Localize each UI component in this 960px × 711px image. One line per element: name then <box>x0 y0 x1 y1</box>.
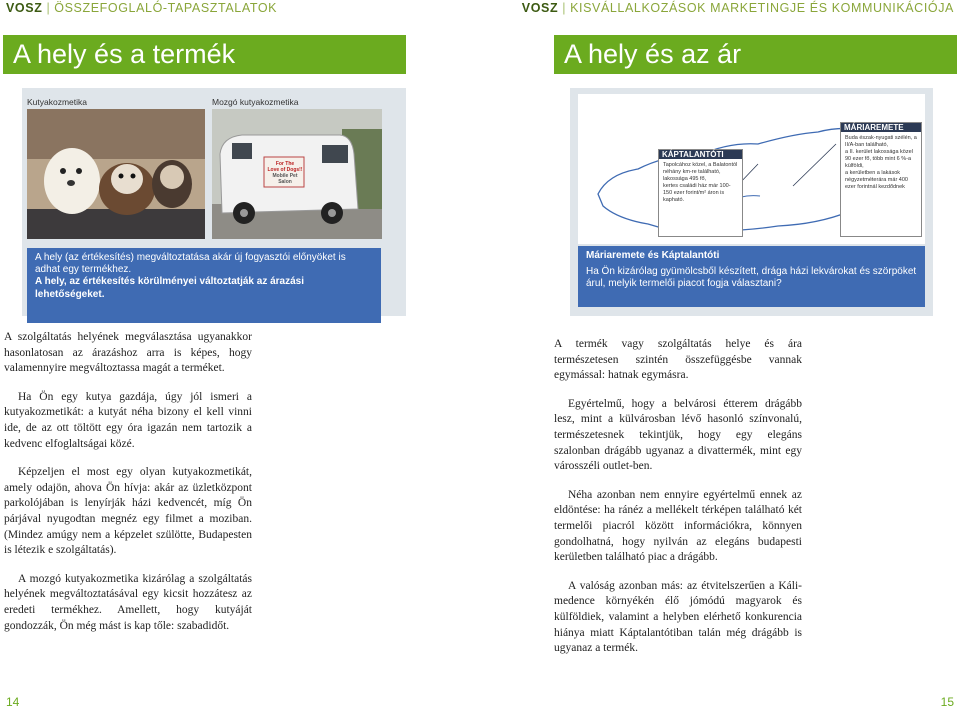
mariaremete-title: MÁRIAREMETE <box>841 123 921 132</box>
right-paragraph-3: Néha azonban nem ennyire egyértelmű ennek az eldöntése: ha ránéz a mellékelt térképen található két termelői piacról között információkra, könnyen gondolhatná, hogy nyilván az elegáns budapesti kerületben található piac a drágább. <box>554 488 802 564</box>
kaptalantoti-item-1: Tapolcához közel, a Balatontól néhány km-re található, <box>663 162 738 175</box>
mariaremete-item-1: Buda észak-nyugati szélén, a II/A-ban található, <box>845 135 917 148</box>
left-header <box>6 1 277 15</box>
right-infobox <box>578 246 925 307</box>
right-map-panel <box>570 88 933 316</box>
left-infobox-line1: A hely (az értékesítés) megváltoztatása akár új fogyasztói előnyöket is adhat egy termékhez. <box>35 252 346 276</box>
right-paragraph-4: A valóság azonban más: az étvitelszerűen a Káli-medence környékén élő jómódú magyarok és külföldiek, valamint a helyben elérhető konkurencia hiánya miatt Káptalantótiban talán még drágább is ugyanaz a termék. <box>554 579 802 655</box>
right-page-title: A hely és az ár <box>554 35 957 74</box>
right-header <box>522 1 954 15</box>
left-page-title: A hely és a termék <box>3 35 406 74</box>
mariaremete-item-3: a kerületben a lakások négyzetméterára már 400 ezer forintnál kezdődnek <box>845 170 908 190</box>
van-sign-line3: Mobile Pet Salon <box>272 173 298 185</box>
hungary-map <box>578 94 925 244</box>
header-brand: VOSZ <box>6 1 43 15</box>
header-section: ÖSSZEFOGLALÓ-TAPASZTALATOK <box>54 1 278 15</box>
kaptalantoti-item-3: kertes családi ház már 100-150 ezer forint/m² áron is kapható. <box>663 183 731 203</box>
left-paragraph-4: A mozgó kutyakozmetika kizárólag a szolgáltatás helyének megváltoztatásával egy kicsit hozzátesz az eredeti termékhez. Amellett, hogy kutyáját gondozzák, Ön még mást is kap tőle: szabadidőt. <box>4 572 252 632</box>
right-infobox-body: Ha Ön kizárólag gyümölcsből készített, drága házi lekvárokat és szörpöket árul, melyik termelői piacot fogja választani? <box>586 266 917 290</box>
van-signage <box>266 161 304 185</box>
header-brand: VOSZ <box>521 1 559 15</box>
van-sign-line2: Love of Dogs!! <box>267 167 303 173</box>
van-sign-line1: For The <box>275 161 295 167</box>
left-paragraph-3: Képzeljen el most egy olyan kutyakozmetikát, amely odajön, ahova Ön hívja: akár az üzletközpont parkolójában is lenyírják házi kedvencét, míg Ön párjával nyugodtan megnéz egy filmet a moziban. (Mindez amúgy nem a képzelet szülötte, Budapesten is létezik e szolgáltatás). <box>4 466 252 557</box>
mariaremete-item-2: a II. kerület lakossága közel 90 ezer fő, több mint 6 %-a külföldi, <box>845 149 913 169</box>
header-separator: | <box>46 1 51 15</box>
caption-mobile-grooming: Mozgó kutyakozmetika <box>212 97 299 107</box>
dogs-photo <box>27 109 205 239</box>
left-infobox <box>27 248 381 323</box>
kaptalantoti-box <box>658 149 743 237</box>
header-separator: | <box>562 1 567 15</box>
left-paragraph-1: A szolgáltatás helyének megválasztása ugyanakkor hasonlatosan az árazáshoz arra is képes, hogy valamennyire megváltoztassa magát a terméket. <box>4 331 252 375</box>
right-text-column <box>554 337 802 670</box>
mariaremete-box <box>840 122 922 237</box>
left-page-number: 14 <box>6 695 20 709</box>
caption-grooming: Kutyakozmetika <box>27 97 87 107</box>
left-infobox-line2: A hely, az értékesítés körülményei változtatják az árazási lehetőségeket. <box>35 276 305 300</box>
left-image-panel <box>22 88 406 316</box>
right-infobox-title: Máriaremete és Káptalantóti <box>586 250 720 261</box>
kaptalantoti-title: KÁPTALANTÓTI <box>659 150 742 159</box>
kaptalantoti-item-2: lakossága 495 fő, <box>663 176 707 182</box>
header-section: KISVÁLLALKOZÁSOK MARKETINGJE ÉS KOMMUNIKÁCIÓJA <box>570 1 954 15</box>
left-text-column <box>4 330 252 647</box>
left-paragraph-2: Ha Ön egy kutya gazdája, úgy jól ismeri a kutyakozmetikát: a kutyát néha bizony el kell vinni ide, de az ott töltött egy óra igazán nem tartozik a kedvenc elfoglaltságai közé. <box>4 390 252 450</box>
right-page <box>480 0 960 711</box>
right-paragraph-2: Egyértelmű, hogy a belvárosi étterem drágább lesz, mint a külvárosban lévő hasonló színvonalú, természetesnek tekintjük, hogy egy elegáns szalonban drágább ugyanaz a divattermék, mint egy városszéli outlet-ben. <box>554 397 802 473</box>
mobile-grooming-van-photo <box>212 109 382 239</box>
right-paragraph-1: A termék vagy szolgáltatás helye és ára természetesen szintén összefüggésbe vannak egymással: hatnak egymásra. <box>554 338 802 382</box>
right-page-number: 15 <box>940 695 954 709</box>
